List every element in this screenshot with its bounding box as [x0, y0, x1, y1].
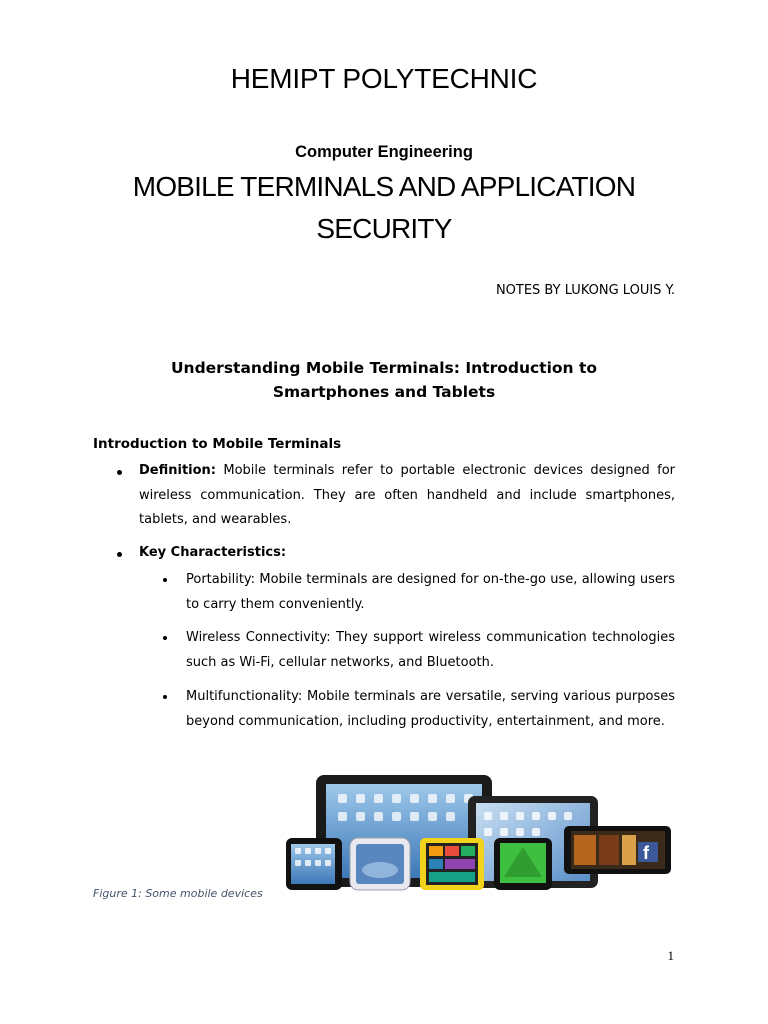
sub-bullet-dot — [163, 636, 167, 640]
sub-list-item-portability: Portability: Mobile terminals are designed for on-the-go use, allowing users to carry them conveniently. — [186, 572, 675, 612]
smartphone-green-device — [494, 838, 552, 890]
section-heading: Introduction to Mobile Terminals — [93, 436, 342, 452]
sub-bullet-dot — [163, 695, 167, 699]
small-tablet-device — [564, 826, 671, 874]
definition-text: Mobile terminals refer to portable electronic devices designed for wireless communication. They are often handheld and include smartphones, tablets, and wearables. — [139, 463, 675, 527]
bullet-dot — [117, 470, 122, 475]
sub-bullet-dot — [163, 578, 167, 582]
smartphone-yellow-device — [420, 838, 484, 890]
page-number: 1 — [667, 948, 674, 963]
smartphone-white-device — [350, 838, 410, 890]
author-credit: NOTES BY LUKONG LOUIS Y. — [495, 283, 675, 298]
bullet-dot — [117, 552, 122, 557]
definition-label: Definition: — [139, 463, 217, 478]
section-subtitle: Understanding Mobile Terminals: Introduction to Smartphones and Tablets — [170, 359, 598, 401]
sub-list-item-multifunctionality: Multifunctionality: Mobile terminals are versatile, serving various purposes beyond communication, including productivity, entertainment, and more. — [186, 689, 675, 729]
mobile-devices-image — [286, 772, 671, 892]
department-name: Computer Engineering — [295, 143, 473, 161]
list-item-key-characteristics — [139, 541, 675, 566]
figure-caption: Figure 1: Some mobile devices — [93, 887, 263, 900]
facebook-logo-letter: f — [643, 843, 649, 863]
list-item-definition — [139, 459, 675, 533]
college-name: HEMIPT POLYTECHNIC — [230, 63, 538, 94]
document-title: MOBILE TERMINALS AND APPLICATION SECURITY — [132, 171, 636, 244]
sub-list-item-connectivity: Wireless Connectivity: They support wireless communication technologies such as Wi-Fi, cellular networks, and Bluetooth. — [186, 630, 675, 670]
key-characteristics-label: Key Characteristics: — [139, 545, 287, 560]
smartphone-black-device — [286, 838, 342, 890]
